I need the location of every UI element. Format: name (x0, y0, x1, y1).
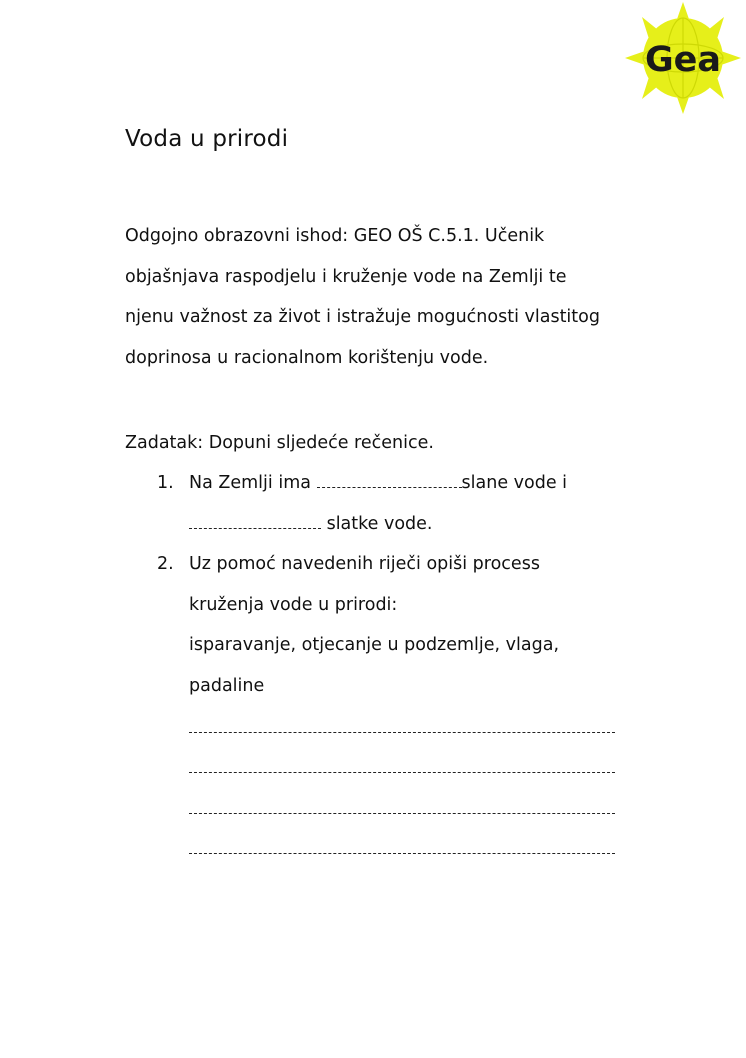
item-number: 1. (157, 473, 174, 493)
outcome-line: Odgojno obrazovni ishod: GEO OŠ C.5.1. Učenik (125, 226, 545, 246)
gea-sun-logo-icon (620, 0, 746, 116)
item-1-text-end: slatke vode. (326, 513, 433, 534)
task-list (125, 463, 645, 868)
list-item-1 (125, 463, 645, 544)
list-item-2 (125, 544, 645, 868)
item-1-text-start: Na Zemlji ima (189, 473, 311, 493)
outcome-line: njenu važnost za život i istražuje mogućnosti vlastitog (125, 307, 600, 327)
answer-line[interactable] (189, 828, 645, 869)
answer-line[interactable] (189, 706, 645, 747)
salt-water-blank[interactable] (317, 473, 462, 488)
outcome-line: objašnjava raspodjelu i kruženje vode na Zemlji te (125, 266, 567, 287)
item-1-text-mid: slane vode i (461, 473, 568, 493)
item-2-words: padaline (189, 675, 265, 696)
gea-logo (620, 0, 746, 116)
item-2-line: Uz pomoć navedenih riječi opiši process (189, 554, 540, 574)
answer-line[interactable] (189, 747, 645, 788)
item-2-line: kruženja vode u prirodi: (189, 594, 398, 615)
learning-outcome (125, 216, 645, 378)
page-title: Voda u prirodi (125, 126, 289, 152)
outcome-line: doprinosa u racionalnom korištenju vode. (125, 347, 489, 368)
logo-text: Gea (644, 40, 722, 80)
item-2-words: isparavanje, otjecanje u podzemlje, vlaga, (189, 635, 560, 655)
answer-line[interactable] (189, 787, 645, 828)
item-number: 2. (157, 554, 174, 574)
task-heading: Zadatak: Dopuni sljedeće rečenice. (125, 433, 434, 453)
fresh-water-blank[interactable] (189, 514, 321, 529)
